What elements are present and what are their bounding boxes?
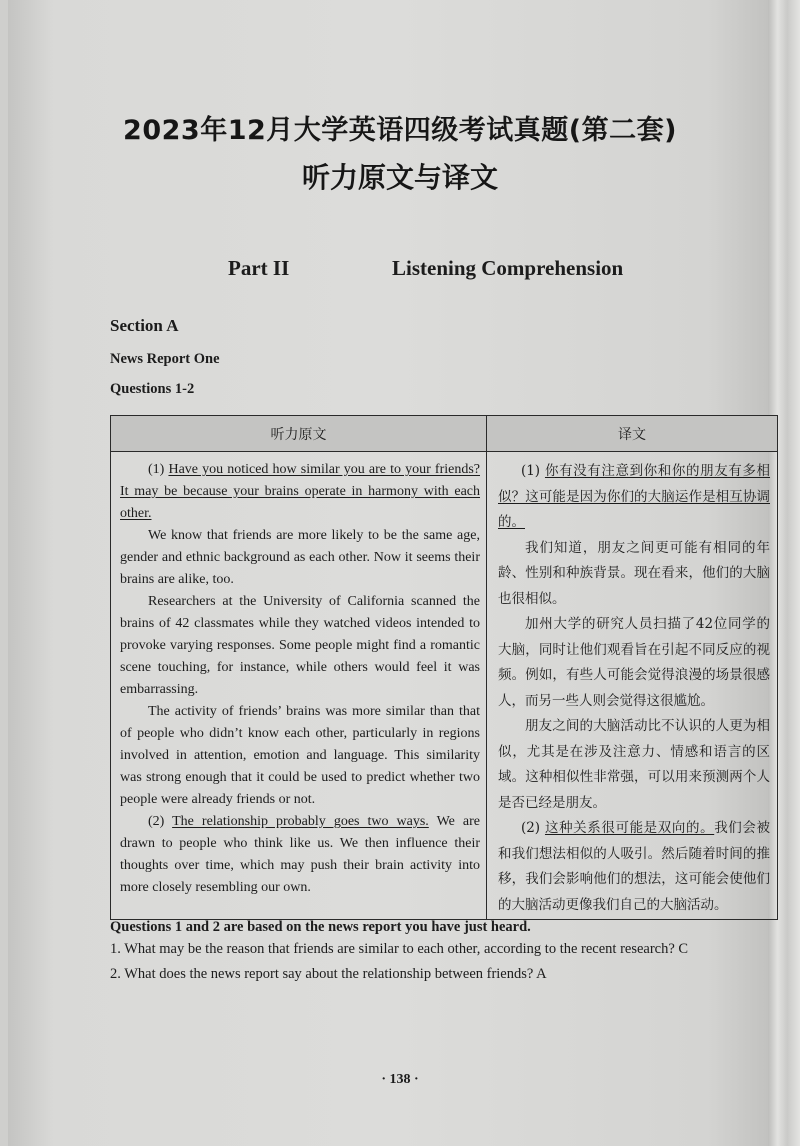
chinese-translation-cell <box>487 452 778 920</box>
transcript-table <box>110 415 778 920</box>
transcript-paragraph <box>120 459 480 525</box>
question-marker: (2) <box>148 814 173 829</box>
transcript-paragraph: The activity of friends’ brains was more similar than that of people who didn’t know each other, particularly in regions involved in attention, emotion and language. This similarity was strong enough that it could be used to predict whether two people were already friends or not. <box>120 704 480 807</box>
question-marker: (1) <box>148 462 169 477</box>
answer-underline: The relationship probably goes two ways. <box>172 814 429 829</box>
answer-underline: 你有没有注意到你和你的朋友有多相似？这可能是因为你们的大脑运作是相互协调的。 <box>498 463 771 530</box>
english-transcript-cell <box>111 452 487 920</box>
part-name: Listening Comprehension <box>392 256 624 280</box>
translation-paragraph: 朋友之间的大脑活动比不认识的人更为相似，尤其是在涉及注意力、情感和语言的区域。这种相似性非常强，可以用来预测两个人是否已经是朋友。 <box>498 718 770 811</box>
header-transcript: 听力原文 <box>111 416 487 452</box>
transcript-paragraph: Researchers at the University of California scanned the brains of 42 classmates while they watched videos intended to provoke varying responses. Some people might find a romantic scene touching, for instance, while others would feel it was embarrassing. <box>120 594 480 697</box>
transcript-paragraph: We know that friends are more likely to be the same age, gender and ethnic background as each other. Now it seems their brains are alike, too. <box>120 528 480 587</box>
questions-heading: Questions 1 and 2 are based on the news report you have just heard. <box>110 919 531 935</box>
question-marker: (2) <box>520 820 545 836</box>
page-number: · 138 · <box>381 1072 419 1087</box>
transcript-text: We are drawn to people who think like us. We then influence their thoughts over time, which may push their brain activity into more closely resembling our own. <box>120 814 481 895</box>
page-subtitle: 听力原文与译文 <box>301 161 498 194</box>
translation-paragraph <box>498 816 770 918</box>
question-marker: (1) <box>520 463 545 479</box>
part-number: Part II <box>228 256 290 280</box>
translation-paragraph: 加州大学的研究人员扫描了42位同学的大脑，同时让他们观看旨在引起不同反应的视频。例如，有些人可能会觉得浪漫的场景很感人，而另一些人则会觉得这很尴尬。 <box>498 616 770 709</box>
question-item: 1. What may be the reason that friends are similar to each other, according to the recent research? C <box>110 941 689 957</box>
translation-text: 我们会被和我们想法相似的人吸引。然后随着时间的推移，我们会影响他们的想法，这可能会使他们的大脑活动更像我们自己的大脑活动。 <box>498 820 771 913</box>
questions-range: Questions 1-2 <box>110 381 195 397</box>
translation-paragraph: 我们知道，朋友之间更可能有相同的年龄、性别和种族背景。现在看来，他们的大脑也很相似。 <box>498 539 770 607</box>
page-title: 2023年12月大学英语四级考试真题(第二套) <box>123 115 677 146</box>
answer-underline: 这种关系很可能是双向的。 <box>544 820 715 836</box>
translation-paragraph <box>498 459 770 536</box>
news-report-heading: News Report One <box>110 351 220 367</box>
section-heading: Section A <box>110 316 179 335</box>
answer-underline: Have you noticed how similar you are to your friends? It may be because your brains operate in harmony with each other. <box>120 462 480 521</box>
transcript-paragraph <box>120 811 480 899</box>
question-item: 2. What does the news report say about the relationship between friends? A <box>110 966 547 982</box>
header-translation: 译文 <box>487 416 778 452</box>
